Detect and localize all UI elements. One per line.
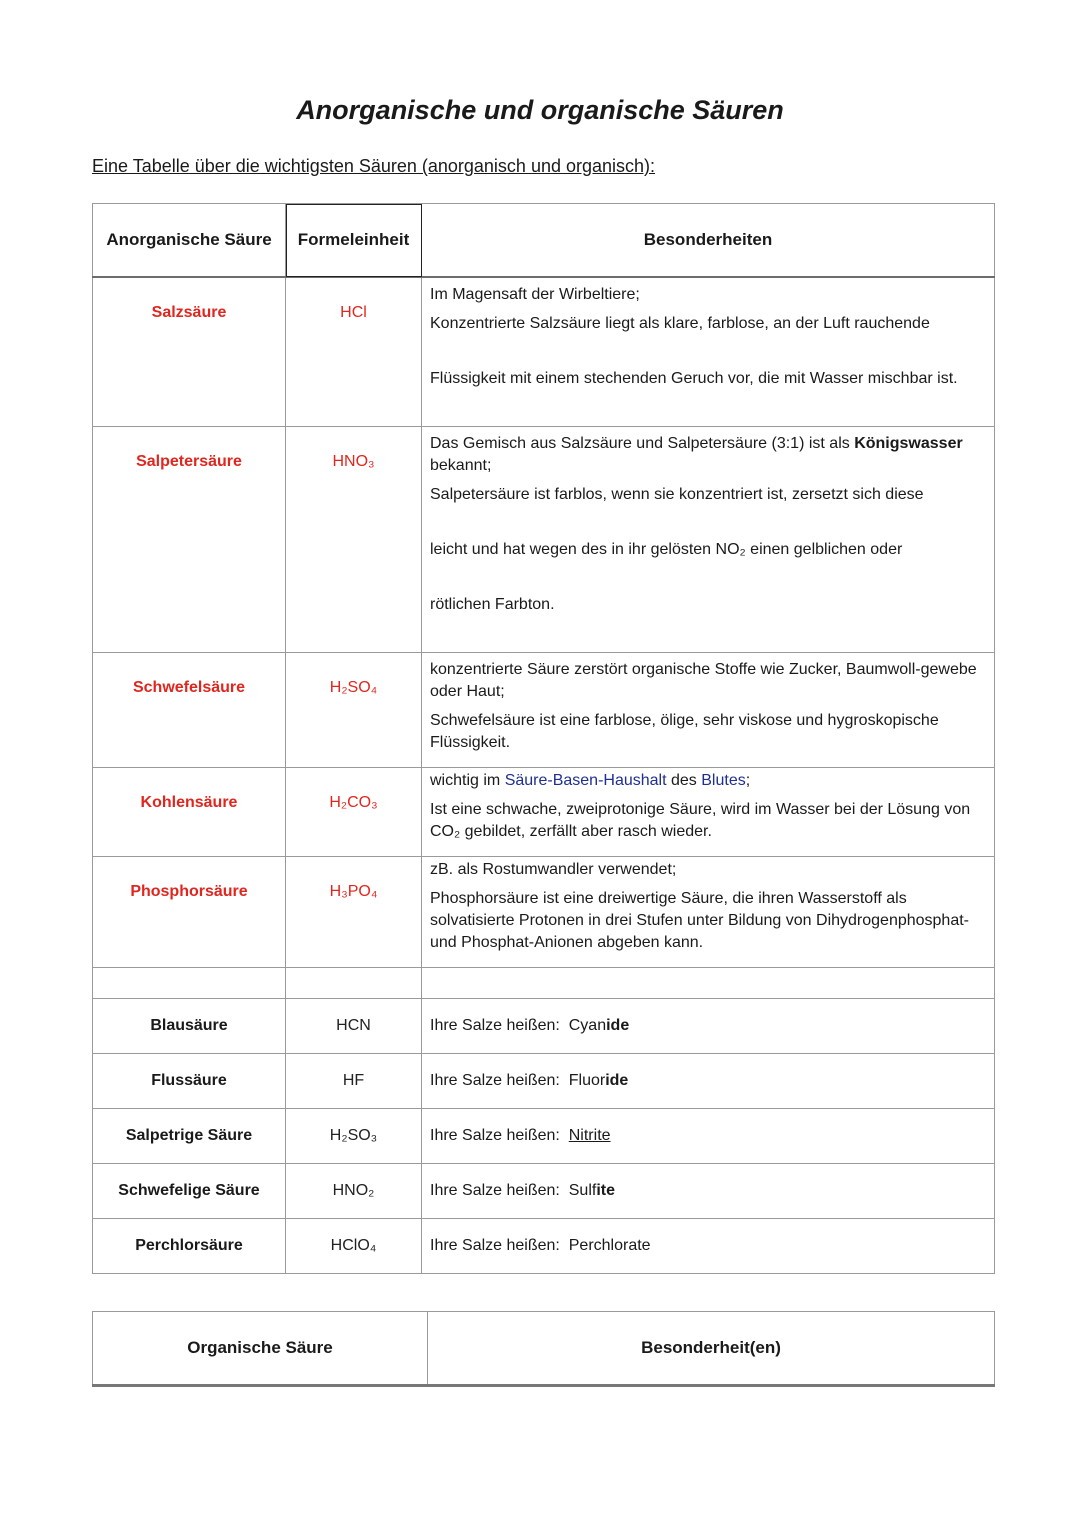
property-line: Im Magensaft der Wirbeltiere; bbox=[430, 286, 640, 303]
header-properties: Besonderheiten bbox=[422, 204, 995, 278]
salt-label: Ihre Salze heißen: bbox=[430, 1016, 560, 1034]
empty-cell bbox=[422, 967, 995, 998]
text: wichtig im bbox=[430, 771, 505, 789]
acid-formula: HF bbox=[286, 1053, 422, 1108]
salt-suffix: ide bbox=[605, 1071, 629, 1089]
empty-cell bbox=[286, 967, 422, 998]
header-properties: Besonderheit(en) bbox=[428, 1312, 995, 1386]
acid-properties bbox=[422, 1053, 995, 1108]
salt-label: Ihre Salze heißen: bbox=[430, 1126, 560, 1144]
organic-acids-table bbox=[92, 1311, 995, 1387]
acid-name: Blausäure bbox=[93, 998, 286, 1053]
acid-name: Salpetrige Säure bbox=[93, 1108, 286, 1163]
text: ; bbox=[745, 771, 751, 789]
spacer-row bbox=[93, 967, 995, 998]
acid-properties bbox=[422, 277, 995, 426]
property-line: Salpetersäure ist farblos, wenn sie konzentriert ist, zersetzt sich diese bbox=[430, 485, 924, 503]
acid-formula: HNO₃ bbox=[286, 426, 422, 652]
acid-name: Flussäure bbox=[93, 1053, 286, 1108]
empty-cell bbox=[93, 967, 286, 998]
table-row bbox=[93, 1053, 995, 1108]
salt-label: Ihre Salze heißen: bbox=[430, 1181, 560, 1199]
link-acid-base-balance[interactable]: Säure-Basen-Haushalt bbox=[504, 771, 667, 789]
table-header-row bbox=[93, 1312, 995, 1386]
salt-label: Ihre Salze heißen: bbox=[430, 1236, 560, 1254]
salt-name: Cyan bbox=[568, 1016, 607, 1034]
salt-label: Ihre Salze heißen: bbox=[430, 1071, 560, 1089]
salt-suffix: ite bbox=[596, 1181, 615, 1199]
property-line: Phosphorsäure ist eine dreiwertige Säure, die ihren Wasserstoff als solvatisierte Protonen in drei Stufen unter Bildung von Dihydrogenphosphat- und Phosphat-Anionen abgeben kann. bbox=[430, 889, 969, 951]
acid-name: Schwefelsäure bbox=[93, 652, 286, 767]
acid-name: Perchlorsäure bbox=[93, 1218, 286, 1273]
text: bekannt; bbox=[430, 456, 492, 474]
acid-properties bbox=[422, 767, 995, 856]
acid-properties bbox=[422, 998, 995, 1053]
acid-formula: HCN bbox=[286, 998, 422, 1053]
acid-properties bbox=[422, 1108, 995, 1163]
table-row bbox=[93, 1163, 995, 1218]
acid-name: Kohlensäure bbox=[93, 767, 286, 856]
property-line: Flüssigkeit mit einem stechenden Geruch vor, die mit Wasser mischbar ist. bbox=[430, 370, 958, 387]
salt-name: Sulf bbox=[568, 1181, 597, 1199]
acid-properties bbox=[422, 1218, 995, 1273]
property-line bbox=[430, 433, 986, 477]
table-row bbox=[93, 856, 995, 967]
acid-name: Salpetersäure bbox=[93, 426, 286, 652]
table-row bbox=[93, 652, 995, 767]
salt-name: Fluor bbox=[568, 1071, 606, 1089]
table-row bbox=[93, 277, 995, 426]
property-line: leicht und hat wegen des in ihr gelösten NO₂ einen gelblichen oder bbox=[430, 540, 903, 558]
acid-name: Salzsäure bbox=[93, 277, 286, 426]
acid-name: Schwefelige Säure bbox=[93, 1163, 286, 1218]
header-formula: Formeleinheit bbox=[286, 204, 422, 278]
salt-name: Perchlorate bbox=[568, 1236, 651, 1254]
link-blood[interactable]: Blutes bbox=[701, 771, 746, 789]
salt-suffix: ide bbox=[606, 1016, 630, 1034]
acid-properties bbox=[422, 652, 995, 767]
acid-properties bbox=[422, 426, 995, 652]
acid-formula: H₃PO₄ bbox=[286, 856, 422, 967]
property-line bbox=[430, 770, 986, 792]
acid-properties bbox=[422, 856, 995, 967]
property-line: Ist eine schwache, zweiprotonige Säure, wird im Wasser bei der Lösung von CO₂ gebildet, zerfällt aber rasch wieder. bbox=[430, 800, 971, 840]
header-organic-acid: Organische Säure bbox=[93, 1312, 428, 1386]
property-line: Schwefelsäure ist eine farblose, ölige, sehr viskose und hygroskopische Flüssigkeit. bbox=[430, 711, 939, 751]
text: des bbox=[666, 771, 702, 789]
header-acid: Anorganische Säure bbox=[93, 204, 286, 278]
table-header-row bbox=[93, 204, 995, 278]
acid-formula: HCl bbox=[286, 277, 422, 426]
acid-properties bbox=[422, 1163, 995, 1218]
acid-name: Phosphorsäure bbox=[93, 856, 286, 967]
salt-name: Nitrite bbox=[568, 1126, 611, 1144]
property-line: konzentrierte Säure zerstört organische Stoffe wie Zucker, Baumwoll-gewebe oder Haut; bbox=[430, 660, 977, 700]
acid-formula: HNO₂ bbox=[286, 1163, 422, 1218]
table-intro: Eine Tabelle über die wichtigsten Säuren (anorganisch und organisch): bbox=[92, 156, 656, 176]
table-row bbox=[93, 767, 995, 856]
property-line: Konzentrierte Salzsäure liegt als klare, farblose, an der Luft rauchende bbox=[430, 315, 930, 332]
table-row bbox=[93, 1218, 995, 1273]
property-line: zB. als Rostumwandler verwendet; bbox=[430, 860, 677, 878]
page-title: Anorganische und organische Säuren bbox=[296, 95, 784, 125]
table-row bbox=[93, 426, 995, 652]
acid-formula: HClO₄ bbox=[286, 1218, 422, 1273]
table-row bbox=[93, 1108, 995, 1163]
table-row bbox=[93, 998, 995, 1053]
emphasis-text: Königswasser bbox=[854, 434, 963, 452]
acid-formula: H₂SO₄ bbox=[286, 652, 422, 767]
text: Das Gemisch aus Salzsäure und Salpetersäure (3:1) ist als bbox=[430, 434, 855, 452]
acid-formula: H₂SO₃ bbox=[286, 1108, 422, 1163]
acid-formula: H₂CO₃ bbox=[286, 767, 422, 856]
inorganic-acids-table bbox=[92, 203, 995, 1274]
property-line: rötlichen Farbton. bbox=[430, 595, 555, 613]
